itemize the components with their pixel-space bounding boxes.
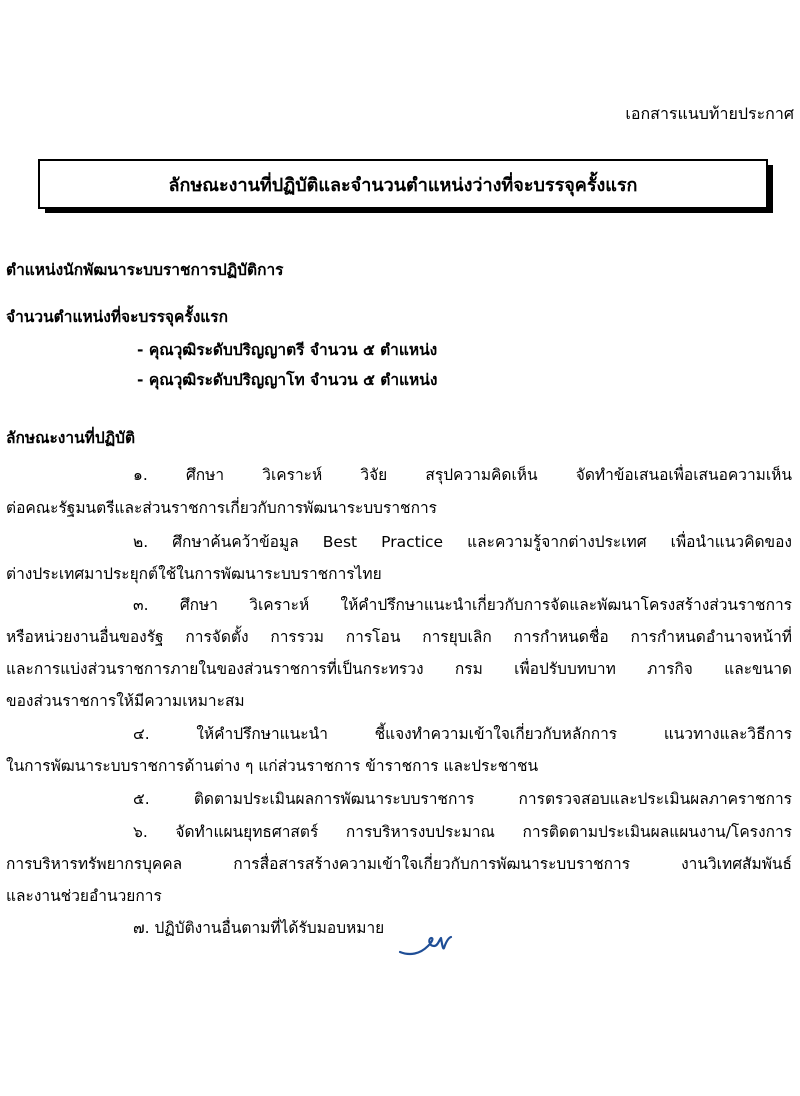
duty-5-line-1: ๕. ติดตามประเมินผลการพัฒนาระบบราชการ การตรวจสอบและประเมินผลภาคราชการ: [133, 790, 792, 808]
duty-1-line-1: ๑. ศึกษา วิเคราะห์ วิจัย สรุปความคิดเห็น จัดทำข้อเสนอเพื่อเสนอความเห็น: [133, 466, 792, 484]
duty-3-line-4: ของส่วนราชการให้มีความเหมาะสม: [6, 692, 245, 710]
duty-3-line-2: หรือหน่วยงานอื่นของรัฐ การจัดตั้ง การรวม การโอน การยุบเลิก การกำหนดชื่อ การกำหนดอำนาจหน้าที่: [6, 628, 792, 646]
duty-3-line-3: และการแบ่งส่วนราชการภายในของส่วนราชการที่เป็นกระทรวง กรม เพื่อปรับบทบาท ภารกิจ และขนาด: [6, 660, 792, 678]
duty-7-line-1: ๗. ปฏิบัติงานอื่นตามที่ได้รับมอบหมาย: [133, 919, 385, 937]
duty-1-line-2: ต่อคณะรัฐมนตรีและส่วนราชการเกี่ยวกับการพัฒนาระบบราชการ: [6, 499, 437, 517]
signature-stroke: [400, 937, 451, 954]
duty-6-line-1: ๖. จัดทำแผนยุทธศาสตร์ การบริหารงบประมาณ การติดตามประเมินผลแผนงาน/โครงการ: [133, 823, 792, 841]
handwritten-initials: [398, 922, 454, 962]
vacancy-item: - คุณวุฒิระดับปริญญาโท จำนวน ๕ ตำแหน่ง: [137, 371, 438, 389]
title-box: [38, 159, 768, 209]
duties-heading: ลักษณะงานที่ปฏิบัติ: [6, 429, 136, 447]
position-label: ตำแหน่งนักพัฒนาระบบราชการปฏิบัติการ: [6, 261, 284, 279]
duty-4-line-1: ๔. ให้คำปรึกษาแนะนำ ชี้แจงทำความเข้าใจเกี่ยวกับหลักการ แนวทางและวิธีการ: [133, 725, 792, 743]
vacancies-heading: จำนวนตำแหน่งที่จะบรรจุครั้งแรก: [6, 308, 228, 326]
duty-2-line-2: ต่างประเทศมาประยุกต์ใช้ในการพัฒนาระบบราชการไทย: [6, 565, 382, 583]
duty-3-line-1: ๓. ศึกษา วิเคราะห์ ให้คำปรึกษาแนะนำเกี่ยวกับการจัดและพัฒนาโครงสร้างส่วนราชการ: [133, 596, 792, 614]
vacancy-item: - คุณวุฒิระดับปริญญาตรี จำนวน ๕ ตำแหน่ง: [137, 341, 438, 359]
duty-4-line-2: ในการพัฒนาระบบราชการด้านต่าง ๆ แก่ส่วนราชการ ข้าราชการ และประชาชน: [6, 757, 539, 775]
attachment-label: เอกสารแนบท้ายประกาศ: [625, 104, 794, 123]
duty-2-line-1: ๒. ศึกษาค้นคว้าข้อมูล Best Practice และความรู้จากต่างประเทศ เพื่อนำแนวคิดของ: [133, 533, 792, 551]
duty-6-line-3: และงานช่วยอำนวยการ: [6, 887, 162, 905]
document-title: ลักษณะงานที่ปฏิบัติและจำนวนตำแหน่งว่างที่จะบรรจุครั้งแรก: [168, 174, 638, 196]
duty-6-line-2: การบริหารทรัพยากรบุคคล การสื่อสารสร้างความเข้าใจเกี่ยวกับการพัฒนาระบบราชการ งานวิเทศสัมพันธ์: [6, 855, 792, 873]
